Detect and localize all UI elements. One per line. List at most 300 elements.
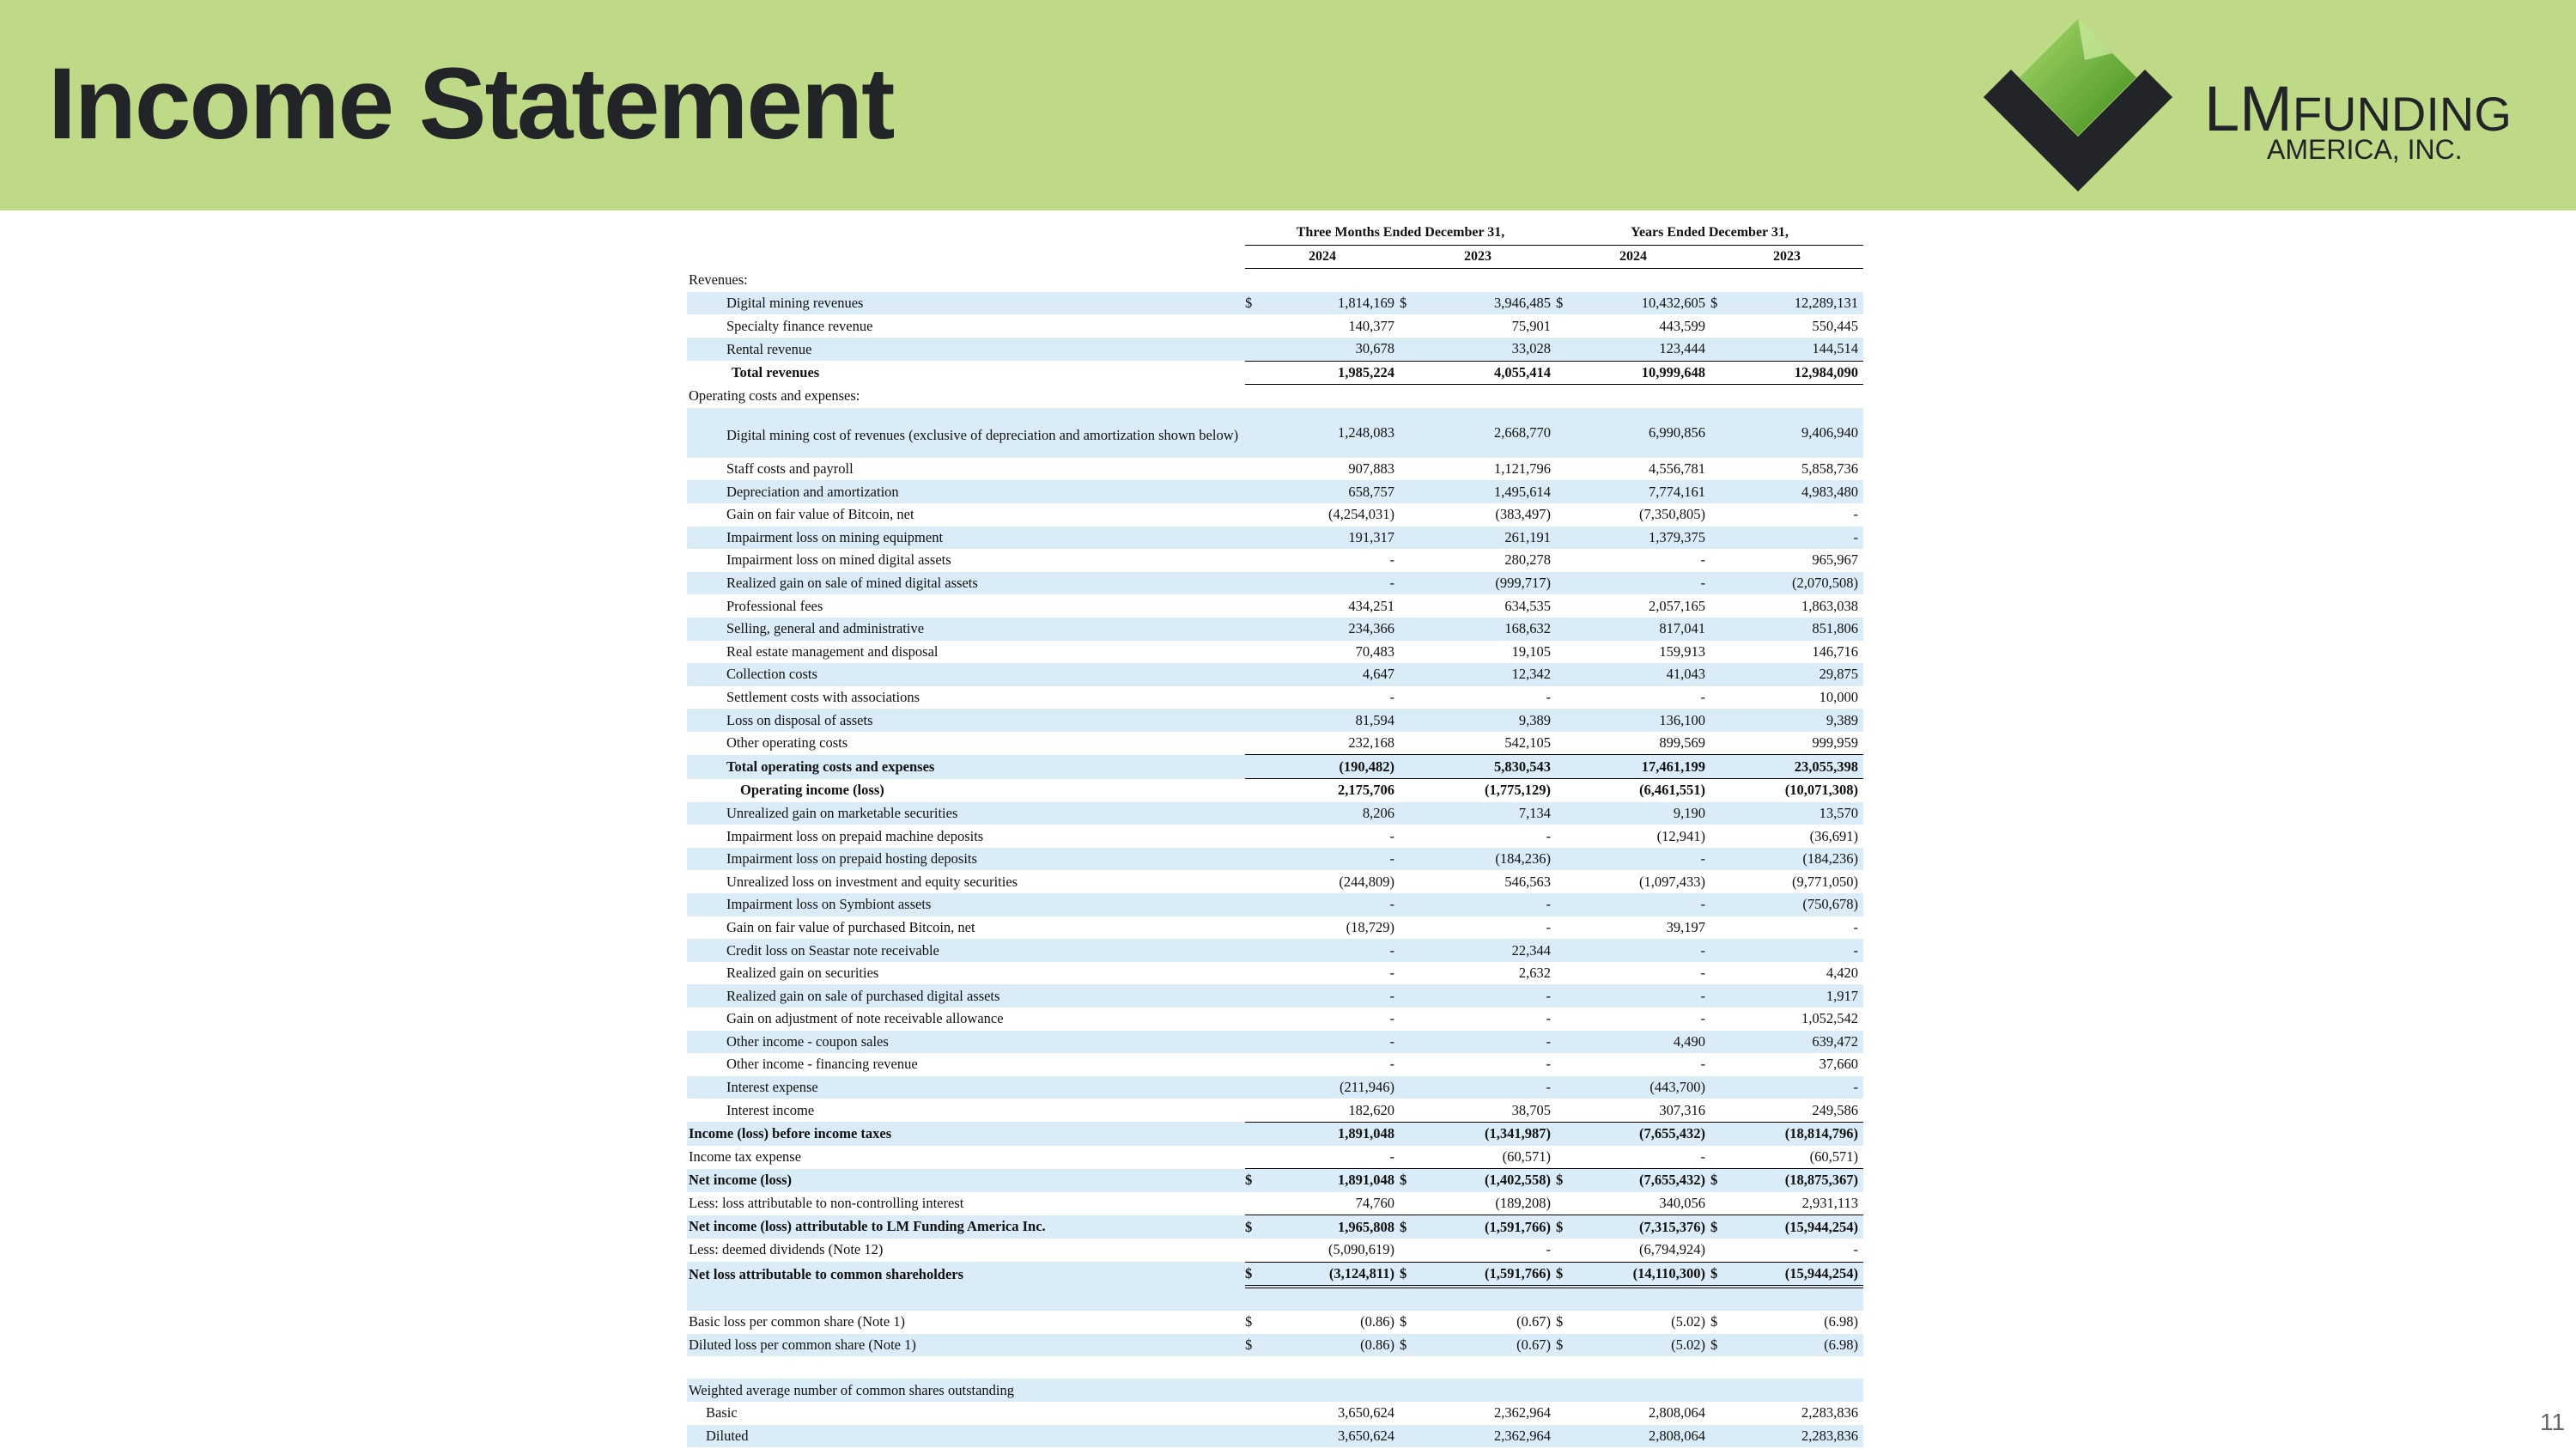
- logo-subline: AMERICA, INC.: [2267, 134, 2463, 165]
- currency-symbol: [1400, 1053, 1419, 1076]
- row-value: (6.98): [1824, 1313, 1859, 1330]
- row-label: Basic loss per common share (Note 1): [689, 1313, 906, 1330]
- currency-symbol: [1556, 870, 1575, 893]
- currency-symbol: [1245, 709, 1264, 732]
- statement-row: [687, 292, 1863, 315]
- row-value: 1,495,614: [1419, 480, 1556, 503]
- currency-symbol: [1400, 916, 1419, 940]
- row-value: 340,056: [1575, 1192, 1710, 1215]
- row-value: [1419, 385, 1556, 408]
- row-label: Other operating costs: [726, 734, 848, 752]
- row-value: 1,965,808: [1264, 1215, 1400, 1239]
- row-value: 899,569: [1575, 732, 1710, 755]
- statement-row: [687, 408, 1863, 458]
- currency-symbol: [1710, 916, 1729, 940]
- statement-row: [687, 893, 1863, 916]
- row-label: Staff costs and payroll: [726, 460, 854, 478]
- currency-symbol: [1400, 618, 1419, 641]
- row-value: 19,105: [1511, 642, 1552, 660]
- logo-wordmark: LMFUNDING: [2204, 73, 2512, 144]
- row-label: Operating income (loss): [740, 782, 884, 799]
- currency-symbol: [1400, 1122, 1419, 1145]
- currency-symbol: [1556, 503, 1575, 527]
- currency-symbol: [1710, 1239, 1729, 1262]
- currency-symbol: [1400, 848, 1419, 871]
- row-value: 10,432,605: [1575, 292, 1710, 315]
- currency-symbol: [1245, 1402, 1264, 1425]
- currency-symbol: [1400, 338, 1419, 361]
- row-value: -: [1729, 527, 1863, 550]
- currency-symbol: [1400, 984, 1419, 1008]
- currency-symbol: [1710, 503, 1729, 527]
- statement-row: [687, 480, 1863, 503]
- currency-symbol: [1400, 962, 1419, 985]
- currency-symbol: [1556, 939, 1575, 962]
- row-label: Income (loss) before income taxes: [687, 1122, 1245, 1145]
- statement-row: [687, 984, 1863, 1008]
- row-value: 81,594: [1264, 709, 1400, 732]
- row-label: Weighted average number of common shares outstanding: [687, 1379, 1245, 1402]
- currency-symbol: [1710, 408, 1729, 458]
- currency-symbol: $: [1400, 1262, 1419, 1287]
- statement-row: [687, 732, 1863, 755]
- currency-symbol: [1710, 1356, 1729, 1379]
- currency-symbol: $: [1710, 1262, 1729, 1287]
- row-label: Operating costs and expenses:: [689, 387, 860, 405]
- column-group-header-row: [687, 222, 1863, 245]
- statement-row: [687, 802, 1863, 825]
- statement-row: [687, 361, 1863, 385]
- currency-symbol: $: [1556, 1334, 1575, 1357]
- row-value: 75,901: [1511, 317, 1552, 334]
- row-value: 634,535: [1504, 597, 1552, 614]
- currency-symbol: [1400, 1239, 1419, 1262]
- row-value: 7,774,161: [1575, 480, 1710, 503]
- currency-symbol: [1710, 269, 1729, 292]
- row-value: 1,891,048: [1264, 1122, 1400, 1145]
- row-value: 542,105: [1419, 732, 1556, 755]
- currency-symbol: [1556, 1379, 1575, 1402]
- row-value: -: [1264, 848, 1400, 871]
- currency-symbol: [1245, 1379, 1264, 1402]
- row-label: Net income (loss) attributable to LM Funding America Inc.: [687, 1215, 1245, 1239]
- currency-symbol: [1245, 408, 1264, 458]
- column-year-header-row: [687, 245, 1863, 269]
- row-value: 1,248,083: [1264, 408, 1400, 458]
- currency-symbol: [1245, 338, 1264, 361]
- row-value: (60,571): [1419, 1146, 1556, 1169]
- row-value: 2,668,770: [1419, 408, 1556, 458]
- row-value: (1,591,766): [1419, 1262, 1556, 1287]
- row-value: [1264, 269, 1400, 292]
- statement-row: [687, 572, 1863, 595]
- row-value: -: [1264, 939, 1400, 962]
- row-value: [1264, 385, 1400, 408]
- currency-symbol: [1556, 480, 1575, 503]
- row-value: 168,632: [1419, 618, 1556, 641]
- row-value: [1729, 1379, 1863, 1402]
- currency-symbol: [1710, 1402, 1729, 1425]
- currency-symbol: [1556, 338, 1575, 361]
- row-value: -: [1389, 551, 1394, 569]
- row-value: -: [1419, 893, 1556, 916]
- currency-symbol: [1245, 618, 1264, 641]
- row-value: 2,283,836: [1801, 1404, 1859, 1422]
- row-value: [1575, 385, 1710, 408]
- statement-row: [687, 1169, 1863, 1192]
- currency-symbol: [1245, 1425, 1264, 1448]
- row-value: 140,377: [1348, 317, 1394, 334]
- currency-symbol: [1400, 686, 1419, 709]
- row-value: 182,620: [1264, 1099, 1400, 1122]
- currency-symbol: $: [1710, 292, 1729, 315]
- row-value: 851,806: [1729, 618, 1863, 641]
- statement-row: [687, 962, 1863, 985]
- row-value: (9,771,050): [1792, 873, 1859, 890]
- row-value: (3,124,811): [1264, 1262, 1400, 1287]
- currency-symbol: [1245, 503, 1264, 527]
- currency-symbol: [1400, 594, 1419, 618]
- row-value: 144,514: [1729, 338, 1863, 361]
- currency-symbol: $: [1556, 292, 1575, 315]
- currency-symbol: [1245, 1146, 1264, 1169]
- row-label: Less: loss attributable to non-controlling interest: [689, 1195, 964, 1212]
- currency-symbol: $: [1556, 1169, 1575, 1192]
- row-value: [1419, 269, 1556, 292]
- currency-symbol: [1245, 314, 1264, 338]
- row-value: 9,389: [1419, 709, 1556, 732]
- row-label: Gain on fair value of purchased Bitcoin, net: [726, 918, 975, 935]
- row-value: (10,071,308): [1784, 782, 1859, 799]
- currency-symbol: [1556, 1192, 1575, 1215]
- currency-symbol: [1556, 916, 1575, 940]
- currency-symbol: [1710, 870, 1729, 893]
- currency-symbol: [1710, 802, 1729, 825]
- statement-row: [687, 755, 1863, 779]
- row-value: (0.67): [1516, 1313, 1552, 1330]
- column-year: 2024: [1556, 245, 1710, 269]
- currency-symbol: [1400, 1379, 1419, 1402]
- row-value: (0.67): [1419, 1334, 1556, 1357]
- currency-symbol: [1710, 779, 1729, 802]
- statement-row: [687, 269, 1863, 292]
- currency-symbol: [1400, 1099, 1419, 1122]
- row-value: [1729, 269, 1863, 292]
- currency-symbol: $: [1245, 1262, 1264, 1287]
- row-value: -: [1264, 1031, 1400, 1054]
- currency-symbol: [1245, 572, 1264, 595]
- currency-symbol: [1556, 408, 1575, 458]
- row-value: 550,445: [1812, 317, 1859, 334]
- row-value: [1419, 1379, 1556, 1402]
- currency-symbol: [1556, 1053, 1575, 1076]
- column-year: 2023: [1400, 245, 1556, 269]
- column-group-years: Years Ended December 31,: [1556, 222, 1863, 245]
- row-value: (5.02): [1671, 1313, 1706, 1330]
- currency-symbol: [1245, 549, 1264, 572]
- row-label: Less: deemed dividends (Note 12): [689, 1241, 884, 1258]
- row-value: (7,655,432): [1575, 1169, 1710, 1192]
- row-value: -: [1389, 827, 1394, 844]
- row-value: 999,959: [1729, 732, 1863, 755]
- row-value: -: [1419, 984, 1556, 1008]
- currency-symbol: [1400, 802, 1419, 825]
- currency-symbol: [1710, 825, 1729, 848]
- row-value: 4,420: [1826, 965, 1859, 982]
- currency-symbol: [1710, 663, 1729, 686]
- statement-row: [687, 641, 1863, 664]
- currency-symbol: [1245, 893, 1264, 916]
- row-label: Interest expense: [687, 1076, 1245, 1099]
- currency-symbol: [1245, 527, 1264, 550]
- page-title: Income Statement: [48, 47, 894, 161]
- row-value: (18,729): [1346, 918, 1394, 935]
- row-value: -: [1546, 1056, 1552, 1073]
- statement-row: [687, 594, 1863, 618]
- currency-symbol: [1556, 1146, 1575, 1169]
- row-value: 280,278: [1504, 551, 1552, 569]
- row-label: [687, 1356, 1245, 1379]
- row-value: 234,366: [1264, 618, 1400, 641]
- row-value: (14,110,300): [1575, 1262, 1710, 1287]
- row-label: Realized gain on securities: [726, 965, 879, 982]
- row-value: (1,402,558): [1419, 1169, 1556, 1192]
- row-value: 4,647: [1264, 663, 1400, 686]
- currency-symbol: [1556, 314, 1575, 338]
- currency-symbol: [1556, 1356, 1575, 1379]
- row-value: 3,650,624: [1338, 1404, 1394, 1422]
- currency-symbol: [1710, 962, 1729, 985]
- row-value: 249,586: [1729, 1099, 1863, 1122]
- currency-symbol: [1710, 1379, 1729, 1402]
- statement-row: [687, 1356, 1863, 1379]
- row-value: (1,341,987): [1419, 1122, 1556, 1145]
- statement-row: [687, 338, 1863, 361]
- row-value: (5,090,619): [1264, 1239, 1400, 1262]
- row-value: 3,946,485: [1419, 292, 1556, 315]
- row-label: Specialty finance revenue: [726, 317, 873, 334]
- currency-symbol: [1710, 1192, 1729, 1215]
- currency-symbol: [1245, 779, 1264, 802]
- row-value: [1264, 1379, 1400, 1402]
- currency-symbol: [1400, 663, 1419, 686]
- currency-symbol: [1710, 893, 1729, 916]
- row-value: -: [1264, 984, 1400, 1008]
- currency-symbol: [1400, 732, 1419, 755]
- statement-row: [687, 314, 1863, 338]
- row-label: Basic: [706, 1404, 738, 1422]
- currency-symbol: $: [1556, 1262, 1575, 1287]
- currency-symbol: [1710, 572, 1729, 595]
- currency-symbol: [1556, 1425, 1575, 1448]
- row-value: -: [1546, 918, 1552, 935]
- currency-symbol: [1245, 916, 1264, 940]
- row-value: 17,461,199: [1575, 755, 1710, 779]
- statement-row: [687, 1146, 1863, 1169]
- currency-symbol: [1556, 385, 1575, 408]
- currency-symbol: [1400, 1356, 1419, 1379]
- row-value: (443,700): [1575, 1076, 1710, 1099]
- currency-symbol: [1556, 594, 1575, 618]
- row-value: -: [1419, 1239, 1556, 1262]
- row-label: Other income - financing revenue: [726, 1056, 918, 1073]
- row-value: -: [1389, 1056, 1394, 1073]
- currency-symbol: [1556, 893, 1575, 916]
- statement-row: [687, 1122, 1863, 1145]
- row-value: -: [1575, 939, 1710, 962]
- currency-symbol: [1556, 663, 1575, 686]
- row-value: [1575, 1356, 1710, 1379]
- currency-symbol: [1710, 732, 1729, 755]
- row-value: (15,944,254): [1729, 1262, 1863, 1287]
- currency-symbol: [1710, 527, 1729, 550]
- row-value: 1,985,224: [1264, 361, 1400, 385]
- currency-symbol: [1710, 594, 1729, 618]
- currency-symbol: [1245, 755, 1264, 779]
- currency-symbol: $: [1245, 1334, 1264, 1357]
- row-value: 10,000: [1819, 688, 1859, 705]
- row-value: [1575, 1287, 1710, 1311]
- row-value: 1,917: [1729, 984, 1863, 1008]
- row-value: [1264, 1356, 1400, 1379]
- statement-row: [687, 709, 1863, 732]
- row-value: 1,379,375: [1575, 527, 1710, 550]
- currency-symbol: $: [1400, 1169, 1419, 1192]
- row-value: 41,043: [1575, 663, 1710, 686]
- currency-symbol: [1400, 893, 1419, 916]
- row-value: 2,283,836: [1729, 1425, 1863, 1448]
- currency-symbol: [1556, 1099, 1575, 1122]
- page-number: 11: [2540, 1409, 2566, 1435]
- row-value: -: [1419, 1076, 1556, 1099]
- currency-symbol: [1400, 825, 1419, 848]
- currency-symbol: [1400, 408, 1419, 458]
- currency-symbol: [1556, 361, 1575, 385]
- currency-symbol: [1400, 480, 1419, 503]
- row-label: Unrealized loss on investment and equity securities: [726, 873, 1018, 890]
- row-value: -: [1700, 551, 1706, 569]
- currency-symbol: [1710, 641, 1729, 664]
- row-value: 12,342: [1419, 663, 1556, 686]
- row-value: (7,655,432): [1575, 1122, 1710, 1145]
- row-value: (1,097,433): [1639, 873, 1706, 890]
- row-value: 146,716: [1812, 642, 1859, 660]
- currency-symbol: [1710, 848, 1729, 871]
- currency-symbol: $: [1245, 292, 1264, 315]
- row-value: 10,999,648: [1575, 361, 1710, 385]
- row-value: 2,808,064: [1575, 1425, 1710, 1448]
- currency-symbol: [1400, 269, 1419, 292]
- row-value: 2,632: [1518, 965, 1552, 982]
- row-value: 8,206: [1264, 802, 1400, 825]
- row-value: -: [1546, 688, 1552, 705]
- currency-symbol: [1400, 1425, 1419, 1448]
- row-label: Impairment loss on prepaid hosting deposits: [687, 848, 1245, 871]
- statement-row: [687, 1334, 1863, 1357]
- row-value: (211,946): [1264, 1076, 1400, 1099]
- currency-symbol: [1710, 1076, 1729, 1099]
- statement-row: [687, 848, 1863, 871]
- currency-symbol: [1556, 755, 1575, 779]
- row-label: Collection costs: [687, 663, 1245, 686]
- row-value: (1,591,766): [1419, 1215, 1556, 1239]
- currency-symbol: [1710, 1146, 1729, 1169]
- row-value: -: [1264, 572, 1400, 595]
- currency-symbol: [1245, 1099, 1264, 1122]
- currency-symbol: [1400, 1146, 1419, 1169]
- row-value: 37,660: [1819, 1056, 1859, 1073]
- row-value: (184,236): [1419, 848, 1556, 871]
- currency-symbol: [1710, 1008, 1729, 1031]
- row-value: 159,913: [1659, 642, 1706, 660]
- statement-row: [687, 1053, 1863, 1076]
- statement-row: [687, 1425, 1863, 1448]
- row-value: -: [1419, 1031, 1556, 1054]
- currency-symbol: $: [1710, 1334, 1729, 1357]
- currency-symbol: [1710, 385, 1729, 408]
- statement-row: [687, 825, 1863, 848]
- row-value: 5,830,543: [1419, 755, 1556, 779]
- row-value: -: [1575, 893, 1710, 916]
- row-value: (1,775,129): [1485, 782, 1552, 799]
- statement-row: [687, 939, 1863, 962]
- currency-symbol: [1556, 549, 1575, 572]
- currency-symbol: [1710, 458, 1729, 481]
- row-value: (999,717): [1419, 572, 1556, 595]
- row-value: 2,931,113: [1729, 1192, 1863, 1215]
- row-value: [1419, 1356, 1556, 1379]
- currency-symbol: [1710, 480, 1729, 503]
- row-value: -: [1729, 939, 1863, 962]
- row-value: -: [1729, 1076, 1863, 1099]
- row-value: [1729, 385, 1863, 408]
- currency-symbol: [1400, 1287, 1419, 1311]
- currency-symbol: [1556, 962, 1575, 985]
- row-label: Loss on disposal of assets: [687, 709, 1245, 732]
- row-value: 965,967: [1812, 551, 1859, 569]
- currency-symbol: [1245, 802, 1264, 825]
- currency-symbol: [1400, 779, 1419, 802]
- currency-symbol: [1556, 825, 1575, 848]
- row-value: (6.98): [1729, 1334, 1863, 1357]
- row-value: -: [1546, 827, 1552, 844]
- currency-symbol: [1245, 1356, 1264, 1379]
- row-label: Total revenues: [732, 363, 820, 381]
- row-value: 1,891,048: [1264, 1169, 1400, 1192]
- currency-symbol: $: [1400, 1215, 1419, 1239]
- statement-row: [687, 1379, 1863, 1402]
- currency-symbol: [1400, 549, 1419, 572]
- currency-symbol: [1556, 1122, 1575, 1145]
- row-label: Real estate management and disposal: [726, 642, 939, 660]
- statement-row: [687, 663, 1863, 686]
- currency-symbol: [1556, 802, 1575, 825]
- row-value: (18,814,796): [1729, 1122, 1863, 1145]
- row-value: -: [1700, 965, 1706, 982]
- currency-symbol: [1556, 641, 1575, 664]
- row-value: -: [1700, 1056, 1706, 1073]
- row-value: 70,483: [1355, 642, 1394, 660]
- currency-symbol: [1710, 361, 1729, 385]
- currency-symbol: [1556, 527, 1575, 550]
- currency-symbol: [1245, 385, 1264, 408]
- currency-symbol: [1556, 1031, 1575, 1054]
- column-year: 2023: [1710, 245, 1863, 269]
- currency-symbol: [1400, 1008, 1419, 1031]
- row-value: 2,362,964: [1494, 1404, 1552, 1422]
- currency-symbol: [1710, 709, 1729, 732]
- currency-symbol: $: [1400, 1313, 1407, 1330]
